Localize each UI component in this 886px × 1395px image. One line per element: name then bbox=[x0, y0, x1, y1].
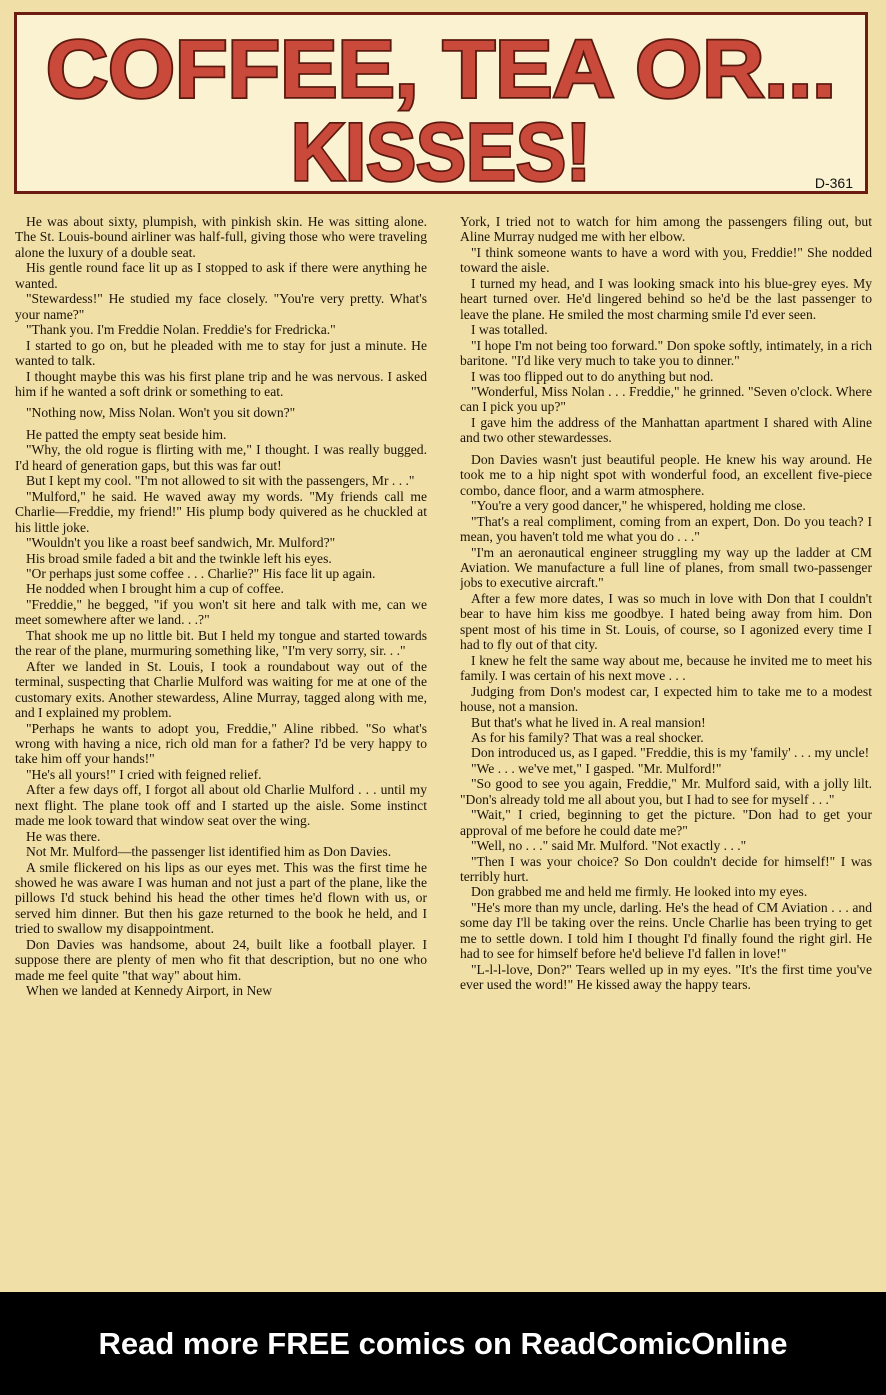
story-paragraph: York, I tried not to watch for him among the passengers filing out, but Aline Murray nudged me with her elbow. bbox=[460, 214, 872, 245]
story-paragraph: I started to go on, but he pleaded with me to stay for just a minute. He wanted to talk. bbox=[15, 337, 427, 369]
title-panel bbox=[14, 12, 868, 194]
story-paragraph: Not Mr. Mulford—the passenger list identified him as Don Davies. bbox=[26, 844, 392, 860]
story-paragraph: "He's more than my uncle, darling. He's the head of CM Aviation . . . and some day I'll be taking over the reins. Uncle Charlie has been trying to get me to settle down. I told him I thought I'd finally found the right girl. He had to see for himself before he'd believe I'd fallen in love!" bbox=[460, 899, 872, 962]
story-paragraph: "Thank you. I'm Freddie Nolan. Freddie's for Fredricka." bbox=[26, 322, 336, 338]
story-column-left bbox=[15, 214, 427, 1276]
story-paragraph: "L-l-l-love, Don?" Tears welled up in my eyes. "It's the first time you've ever used the word!" He kissed away the happy tears. bbox=[460, 961, 872, 993]
story-paragraph: I thought maybe this was his first plane trip and he was nervous. I asked him if he wanted a soft drink or something to eat. bbox=[15, 368, 427, 399]
story-code: D-361 bbox=[814, 175, 853, 191]
story-paragraph: "Nothing now, Miss Nolan. Won't you sit down?" bbox=[26, 405, 296, 421]
story-paragraph: Don grabbed me and held me firmly. He looked into my eyes. bbox=[471, 884, 808, 900]
story-paragraph: "Perhaps he wants to adopt you, Freddie," Aline ribbed. "So what's wrong with having a nice, rich old man for a father? I'd be very happy to take him off your hands!" bbox=[15, 720, 427, 767]
story-paragraph: "I think someone wants to have a word with you, Freddie!" She nodded toward the aisle. bbox=[460, 244, 872, 276]
story-paragraph: "I'm an aeronautical engineer struggling my way up the ladder at CM Aviation. We manufacture a full line of planes, from small two-passenger jobs to executive aircraft." bbox=[460, 544, 872, 591]
story-paragraph: "Mulford," he said. He waved away my words. "My friends call me Charlie—Freddie, my friend!" His plump body quivered as he chuckled at his little joke. bbox=[15, 488, 427, 535]
story-paragraph: "We . . . we've met," I gasped. "Mr. Mulford!" bbox=[471, 760, 722, 776]
promo-banner-text[interactable]: Read more FREE comics on ReadComicOnline bbox=[98, 1325, 788, 1361]
story-paragraph: "So good to see you again, Freddie," Mr. Mulford said, with a jolly lilt. "Don's already told me all about you, but I had to see for myself . . ." bbox=[460, 776, 872, 807]
story-paragraph: He patted the empty seat beside him. bbox=[26, 426, 227, 442]
story-paragraph: "Why, the old rogue is flirting with me," I thought. I was really bugged. I'd heard of generation gaps, but this was far out! bbox=[15, 442, 427, 473]
title-line-1: COFFEE, TEA OR... bbox=[46, 24, 836, 115]
story-paragraph: Don introduced us, as I gaped. "Freddie, this is my 'family' . . . my uncle! bbox=[471, 745, 870, 761]
story-paragraph: His broad smile faded a bit and the twinkle left his eyes. bbox=[26, 550, 332, 566]
story-paragraph: Don Davies was handsome, about 24, built like a football player. I suppose there are plenty of men who fit that description, but no one who made me feel quite "that way" about him. bbox=[15, 936, 427, 983]
story-paragraph: After a few more dates, I was so much in love with Don that I couldn't bear to have him kiss me goodbye. I hated being away from him. Don spent most of his time in St. Louis, of course, so I agonized every time I had to fly out of that city. bbox=[460, 590, 872, 653]
story-paragraph: I was too flipped out to do anything but nod. bbox=[471, 368, 714, 384]
story-paragraph: I was totalled. bbox=[471, 322, 548, 338]
story-paragraph: That shook me up no little bit. But I held my tongue and started towards the rear of the plane, murmuring something like, "I'm very sorry, sir. . ." bbox=[15, 627, 427, 659]
story-paragraph: "Stewardess!" He studied my face closely. "You're very pretty. What's your name?" bbox=[15, 291, 427, 322]
story-paragraph: I gave him the address of the Manhattan apartment I shared with Aline and two other stewardesses. bbox=[460, 414, 872, 446]
story-paragraph: After we landed in St. Louis, I took a roundabout way out of the terminal, suspecting that Charlie Mulford was waiting for me at one of the customary exits. Another stewardess, Aline Murray, tagged along with me, and I explained my problem. bbox=[15, 658, 427, 721]
story-paragraph: "Or perhaps just some coffee . . . Charlie?" His face lit up again. bbox=[26, 565, 376, 581]
story-paragraph: He was there. bbox=[26, 828, 101, 844]
story-paragraph: But that's what he lived in. A real mansion! bbox=[471, 714, 706, 730]
story-paragraph: "That's a real compliment, coming from an expert, Don. Do you teach? I mean, you haven't told me what you do . . ." bbox=[460, 513, 872, 545]
story-paragraph: I knew he felt the same way about me, because he invited me to meet his family. I was certain of his next move . . . bbox=[460, 652, 872, 684]
title-logo bbox=[17, 15, 865, 191]
title-line-2: KISSES! bbox=[291, 107, 591, 191]
story-paragraph: "Freddie," he begged, "if you won't sit here and talk with me, can we meet somewhere after we land. . .?" bbox=[15, 596, 427, 628]
story-paragraph: I turned my head, and I was looking smack into his blue-grey eyes. My heart turned over. He'd lingered behind so he'd be the last passenger to leave the plane. He smiled the most charming smile I'd ever seen. bbox=[460, 275, 872, 322]
story-paragraph: But I kept my cool. "I'm not allowed to sit with the passengers, Mr . . ." bbox=[26, 473, 415, 489]
story-column-right bbox=[460, 214, 872, 1276]
story-paragraph: Don Davies wasn't just beautiful people. He knew his way around. He took me to a hip night spot with wonderful food, an excellent five-piece combo, dance floor, and a warm atmosphere. bbox=[460, 451, 872, 498]
story-paragraph: "He's all yours!" I cried with feigned relief. bbox=[26, 766, 262, 782]
story-paragraph: When we landed at Kennedy Airport, in New bbox=[26, 983, 273, 999]
promo-banner[interactable] bbox=[0, 1292, 886, 1395]
story-paragraph: Judging from Don's modest car, I expected him to take me to a modest house, not a mansion. bbox=[460, 683, 872, 715]
story-paragraph: A smile flickered on his lips as our eyes met. This was the first time he showed he was aware I was human and not just a part of the plane, like the pillows I'd stuck behind his head the other times he'd flown with us, or served him dinner. But then his gaze returned to the book he held, and I tried to swallow my disappointment. bbox=[15, 859, 427, 937]
story-paragraph: "I hope I'm not being too forward." Don spoke softly, intimately, in a rich baritone. "I'd like very much to take you to dinner." bbox=[460, 337, 872, 369]
story-paragraph: "Wait," I cried, beginning to get the picture. "Don had to get your approval of me before he could date me?" bbox=[460, 807, 872, 838]
story-paragraph: "Wouldn't you like a roast beef sandwich, Mr. Mulford?" bbox=[26, 535, 336, 551]
story-paragraph: His gentle round face lit up as I stopped to ask if there were anything he wanted. bbox=[15, 260, 427, 291]
story-paragraph: As for his family? That was a real shocker. bbox=[471, 729, 704, 745]
story-paragraph: He was about sixty, plumpish, with pinkish skin. He was sitting alone. The St. Louis-bound airliner was half-full, giving those who were traveling alone the luxury of a double seat. bbox=[15, 214, 427, 260]
story-paragraph: After a few days off, I forgot all about old Charlie Mulford . . . until my next flight. The plane took off and I started up the aisle. Some instinct made me look toward that window seat over the wing. bbox=[15, 782, 427, 829]
story-paragraph: He nodded when I brought him a cup of coffee. bbox=[26, 581, 284, 597]
story-paragraph: "Well, no . . ." said Mr. Mulford. "Not exactly . . ." bbox=[471, 838, 747, 854]
story-paragraph: "Then I was your choice? So Don couldn't decide for himself!" I was terribly hurt. bbox=[460, 853, 872, 885]
story-paragraph: "You're a very good dancer," he whispered, holding me close. bbox=[471, 498, 806, 514]
story-paragraph: "Wonderful, Miss Nolan . . . Freddie," he grinned. "Seven o'clock. Where can I pick you up?" bbox=[460, 383, 872, 415]
